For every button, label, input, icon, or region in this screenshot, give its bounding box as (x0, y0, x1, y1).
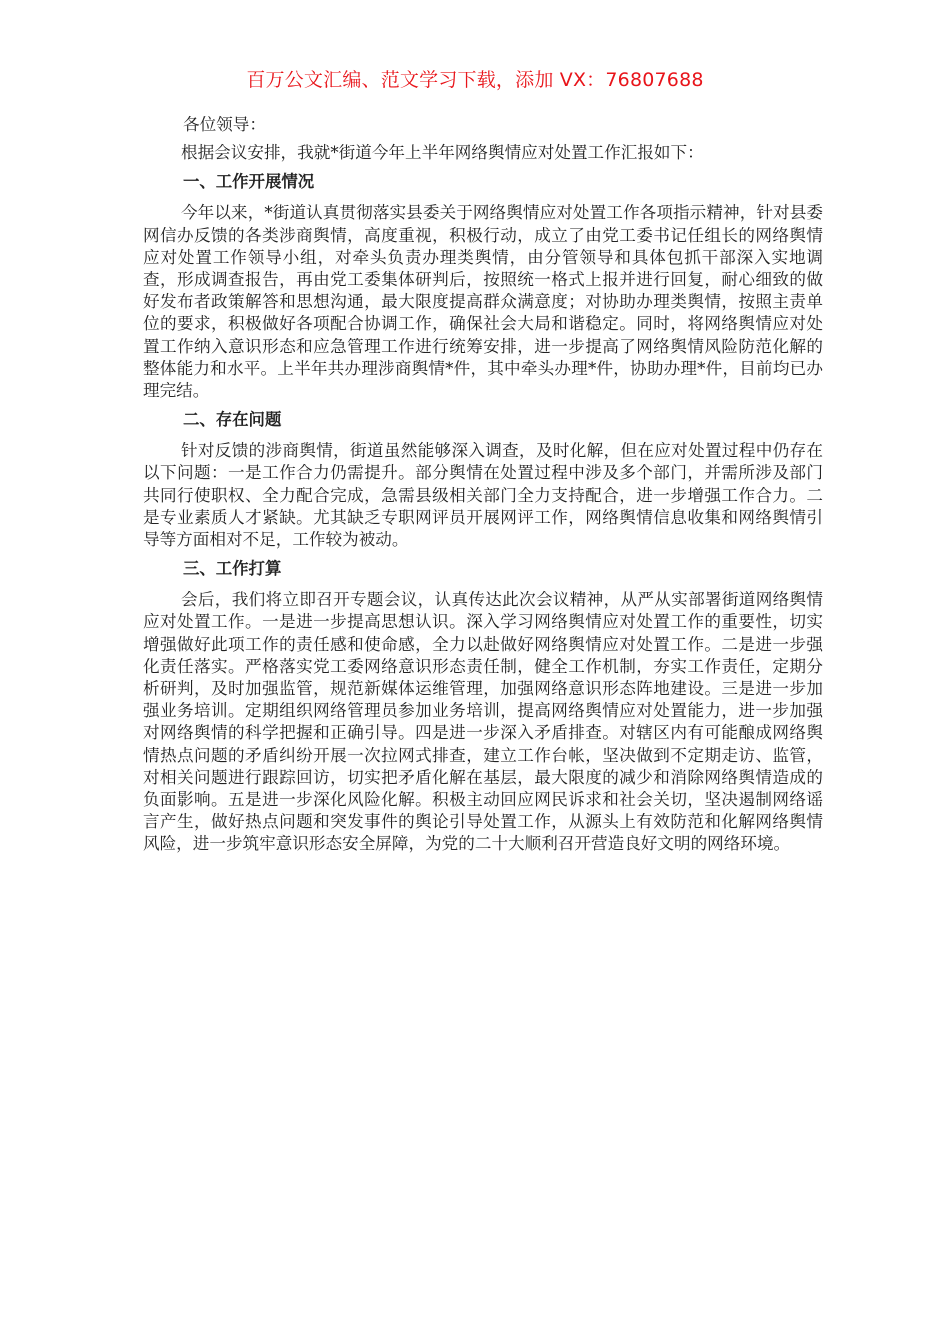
section-work-progress (143, 170, 823, 402)
section-paragraph: 今年以来，*街道认真贯彻落实县委关于网络舆情应对处置工作各项指示精神，针对县委网信办反馈的各类涉商舆情，高度重视，积极行动，成立了由党工委书记任组长的网络舆情应对处置工作领导小组，对牵头负责办理类舆情，由分管领导和具体包抓干部深入实地调查，形成调查报告，再由党工委集体研判后，按照统一格式上报并进行回复，耐心细致的做好发布者政策解答和思想沟通，最大限度提高群众满意度；对协助办理类舆情，按照主责单位的要求，积极做好各项配合协调工作，确保社会大局和谐稳定。同时，将网络舆情应对处置工作纳入意识形态和应急管理工作进行统筹安排，进一步提高了网络舆情风险防范化解的整体能力和水平。上半年共办理涉商舆情*件，其中牵头办理*件，协助办理*件，目前均已办理完结。 (143, 203, 823, 401)
salutation: 各位领导： (183, 115, 266, 134)
section-paragraph: 会后，我们将立即召开专题会议，认真传达此次会议精神，从严从实部署街道网络舆情应对处置工作。一是进一步提高思想认识。深入学习网络舆情应对处置工作的重要性，切实增强做好此项工作的责任感和使命感，全力以赴做好网络舆情应对处置工作。二是进一步强化责任落实。严格落实党工委网络意识形态责任制，健全工作机制，夯实工作责任，定期分析研判，及时加强监管，规范新媒体运维管理，加强网络意识形态阵地建设。三是进一步加强业务培训。定期组织网络管理员参加业务培训，提高网络舆情应对处置能力，进一步加强对网络舆情的科学把握和正确引导。四是进一步深入矛盾排查。对辖区内有可能酿成网络舆情热点问题的矛盾纠纷开展一次拉网式排查，建立工作台帐，坚决做到不定期走访、监管，对相关问题进行跟踪回访，切实把矛盾化解在基层，最大限度的减少和消除网络舆情造成的负面影响。五是进一步深化风险化解。积极主动回应网民诉求和社会关切，坚决遏制网络谣言产生，做好热点问题和突发事件的舆论引导处置工作，从源头上有效防范和化解网络舆情风险，进一步筑牢意识形态安全屏障，为党的二十大顺利召开营造良好文明的网络环境。 (143, 590, 823, 854)
document-body (143, 114, 823, 862)
intro-paragraph: 根据会议安排，我就*街道今年上半年网络舆情应对处置工作汇报如下： (181, 143, 704, 163)
section-heading: 一、工作开展情况 (183, 172, 315, 192)
section-heading: 三、工作打算 (183, 559, 282, 579)
section-work-plan (143, 557, 823, 855)
promo-banner: 百万公文汇编、范文学习下载，添加 VX：76807688 (246, 69, 704, 91)
section-paragraph: 针对反馈的涉商舆情，街道虽然能够深入调查，及时化解，但在应对处置过程中仍存在以下问题：一是工作合力仍需提升。部分舆情在处置过程中涉及多个部门，并需所涉及部门共同行使职权、全力配合完成，急需县级相关部门全力支持配合，进一步增强工作合力。二是专业素质人才紧缺。尤其缺乏专职网评员开展网评工作，网络舆情信息收集和网络舆情引导等方面相对不足，工作较为被动。 (143, 441, 823, 550)
section-existing-problems (143, 408, 823, 551)
section-heading: 二、存在问题 (183, 410, 282, 430)
